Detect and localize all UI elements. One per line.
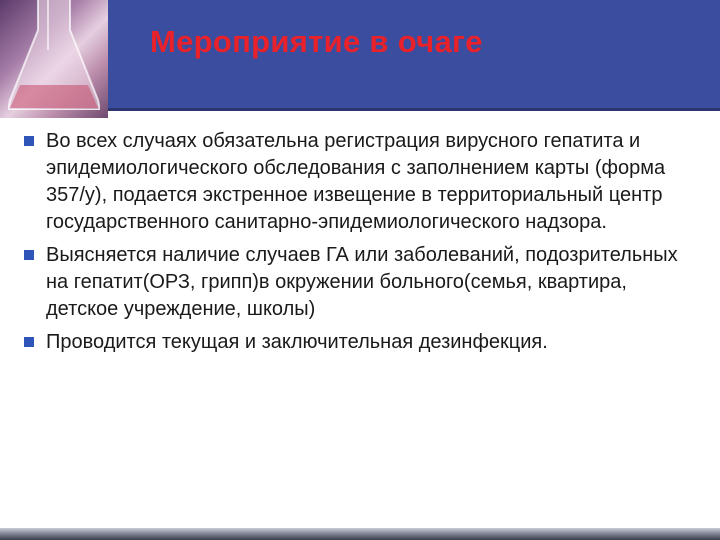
- bullet-text: Во всех случаях обязательна регистрация вирусного гепатита и эпидемиологического обследования с заполнением карты (форма 357/у), подается экстренное извещение в территориальный центр государственного санитарно-эпидемиологического надзора.: [46, 130, 666, 233]
- footer-bar: [0, 528, 720, 540]
- bullet-list: [22, 128, 702, 362]
- bullet-item: [22, 242, 702, 323]
- slide-header: [0, 0, 720, 110]
- square-bullet-icon: [24, 337, 34, 347]
- laboratory-flask-photo: [0, 0, 108, 118]
- bullet-text: Выясняется наличие случаев ГА или заболеваний, подозрительных на гепатит(ОРЗ, грипп)в окружении больного(семья, квартира, детское учреждение, школы): [46, 244, 678, 320]
- bullet-text: Проводится текущая и заключительная дезинфекция.: [46, 331, 548, 353]
- square-bullet-icon: [24, 250, 34, 260]
- flask-icon: [8, 0, 100, 110]
- bullet-item: [22, 128, 702, 236]
- bullet-item: [22, 329, 702, 356]
- square-bullet-icon: [24, 136, 34, 146]
- slide-title: Мероприятие в очаге: [150, 24, 483, 59]
- header-underline: [108, 108, 720, 111]
